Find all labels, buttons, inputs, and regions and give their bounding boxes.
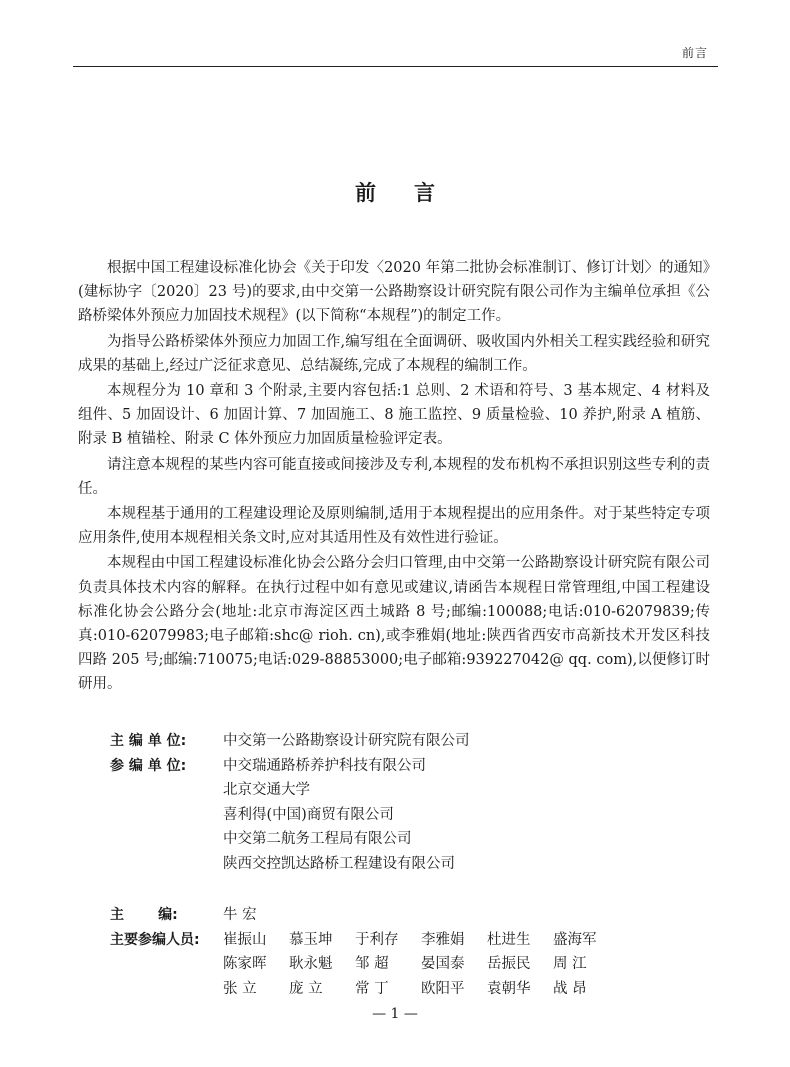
main-participants-list — [223, 928, 619, 1002]
chief-unit-row — [110, 729, 470, 754]
participant-name: 杜进生 — [487, 931, 531, 948]
participating-unit: 喜利得(中国)商贸有限公司 — [223, 806, 394, 823]
participant-name: 周 江 — [553, 956, 587, 972]
paragraph: 请注意本规程的某些内容可能直接或间接涉及专利,本规程的发布机构不承担识别这些专利的责任。 — [78, 456, 710, 497]
participating-units-list — [223, 754, 455, 877]
page-title: 前言 — [355, 181, 473, 205]
participant-name: 岳振民 — [487, 956, 531, 972]
participant-name: 李雅娟 — [421, 931, 465, 948]
running-head: 前言 — [681, 46, 708, 60]
participant-name: 慕玉坤 — [289, 931, 333, 948]
participant-name: 崔振山 — [223, 931, 267, 948]
participant-name: 常 丁 — [355, 980, 389, 997]
credits-units — [110, 729, 470, 876]
participating-unit: 北京交通大学 — [223, 782, 310, 798]
header-rule — [73, 66, 718, 67]
chief-editor-label: 主 编: — [110, 907, 178, 923]
chief-editor-row — [110, 903, 619, 928]
paragraph: 本规程基于通用的工程建设理论及原则编制,适用于本规程提出的应用条件。对于某些特定专项应用条件,使用本规程相关条文时,应对其适用性及有效性进行验证。 — [78, 506, 710, 547]
participating-units-label: 参 编 单 位: — [110, 757, 187, 774]
participant-name: 于利存 — [355, 931, 399, 948]
chief-unit-label: 主 编 单 位: — [110, 733, 187, 749]
main-participants-label: 主要参编人员: — [110, 931, 200, 948]
page-number: — 1 — — [372, 1006, 418, 1022]
participant-name: 陈家晖 — [223, 956, 267, 972]
participating-units-row — [110, 754, 470, 877]
paragraph: 根据中国工程建设标准化协会《关于印发〈2020 年第二批协会标准制订、修订计划〉的通知》(建标协字〔2020〕23 号)的要求,由中交第一公路勘察设计研究院有限公司作为主编单位承担《公路桥梁体外预应力加固技术规程》(以下简称“本规程”)的制定工作。 — [78, 260, 710, 325]
participant-name: 邹 超 — [355, 956, 389, 972]
participating-unit: 陕西交控凯达路桥工程建设有限公司 — [223, 855, 455, 872]
chief-editor-value: 牛 宏 — [223, 907, 257, 923]
chief-unit-value: 中交第一公路勘察设计研究院有限公司 — [223, 733, 470, 749]
participating-unit: 中交第二航务工程局有限公司 — [223, 831, 412, 847]
paragraph: 本规程分为 10 章和 3 个附录,主要内容包括:1 总则、2 术语和符号、3 基本规定、4 材料及组件、5 加固设计、6 加固计算、7 加固施工、8 施工监控、9 质量检验、10 养护,附录 A 植筋、附录 B 植锚栓、附录 C 体外预应力加固质量检验评定表。 — [78, 383, 710, 448]
participant-name: 庞 立 — [289, 980, 323, 997]
main-participants-row — [110, 928, 619, 1002]
participant-name: 张 立 — [223, 980, 257, 997]
participant-name: 耿永魁 — [289, 956, 333, 972]
participant-name: 袁朝华 — [487, 980, 531, 997]
preface-body — [78, 256, 710, 698]
participant-name: 战 昂 — [553, 980, 587, 997]
participant-name: 欧阳平 — [421, 980, 465, 997]
participant-name: 盛海军 — [553, 931, 597, 948]
participant-name: 晏国泰 — [421, 956, 465, 972]
paragraph: 本规程由中国工程建设标准化协会公路分会归口管理,由中交第一公路勘察设计研究院有限公司负责具体技术内容的解释。在执行过程中如有意见或建议,请函告本规程日常管理组,中国工程建设标准化协会公路分会(地址:北京市海淀区西土城路 8 号;邮编:100088;电话:010-62079839;传真:010-62079983;电子邮箱:shc@ rioh. cn),或李雅娟(地址:陕西省西安市高新技术开发区科技四路 205 号;邮编:710075;电话:029-88853000;电子邮箱:939227042@ qq. com),以便修订时研用。 — [78, 555, 710, 693]
paragraph: 为指导公路桥梁体外预应力加固工作,编写组在全面调研、吸收国内外相关工程实践经验和研究成果的基础上,经过广泛征求意见、总结凝练,完成了本规程的编制工作。 — [78, 333, 710, 374]
credits-people — [110, 903, 619, 1001]
participating-unit: 中交瑞通路桥养护科技有限公司 — [223, 757, 426, 774]
